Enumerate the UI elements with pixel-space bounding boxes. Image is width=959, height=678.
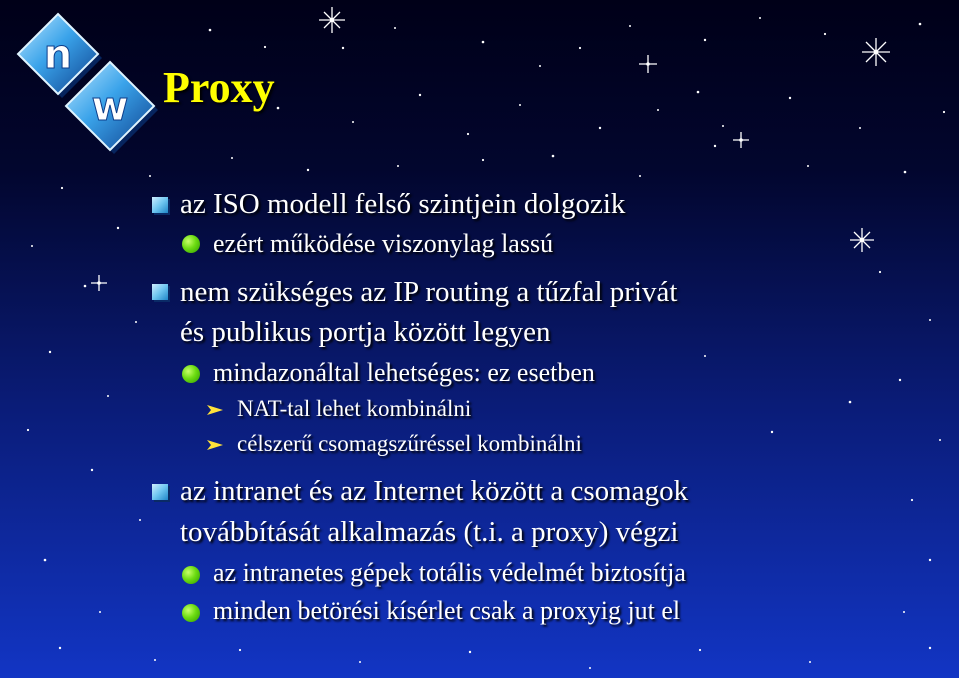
green-dot-icon: [182, 235, 200, 253]
green-dot-icon: [182, 604, 200, 622]
green-dot-icon: [182, 365, 200, 383]
logo-letter-w: w: [91, 84, 129, 130]
bullet-item: az intranet és az Internet között a csomagok: [180, 475, 689, 507]
green-dot-icon: [182, 566, 200, 584]
sub-bullet-item: minden betörési kísérlet csak a proxyig jut el: [213, 596, 681, 625]
sub-sub-bullet-item: NAT-tal lehet kombinálni: [237, 396, 472, 421]
logo-letter-n: n: [43, 32, 73, 78]
sub-bullet-item: ezért működése viszonylag lassú: [213, 229, 554, 258]
bullet-item: az ISO modell felső szintjein dolgozik: [180, 188, 626, 220]
arrow-icon: [207, 440, 223, 450]
arrow-icon: [207, 405, 223, 415]
bullet-item-continuation: továbbítását alkalmazás (t.i. a proxy) végzi: [180, 516, 679, 548]
square-bullet-icon: [152, 284, 168, 300]
slide-title: Proxy: [163, 63, 275, 112]
square-bullet-icon: [152, 197, 168, 213]
sub-bullet-item: mindazonáltal lehetséges: ez esetben: [213, 358, 595, 387]
square-bullet-icon: [152, 484, 168, 500]
sub-bullet-item: az intranetes gépek totális védelmét biztosítja: [213, 558, 686, 587]
bullet-item: nem szükséges az IP routing a tűzfal privát: [180, 276, 678, 308]
sub-sub-bullet-item: célszerű csomagszűréssel kombinálni: [237, 431, 582, 456]
bullet-item-continuation: és publikus portja között legyen: [180, 316, 551, 348]
nw-logo-icon: [14, 10, 164, 160]
